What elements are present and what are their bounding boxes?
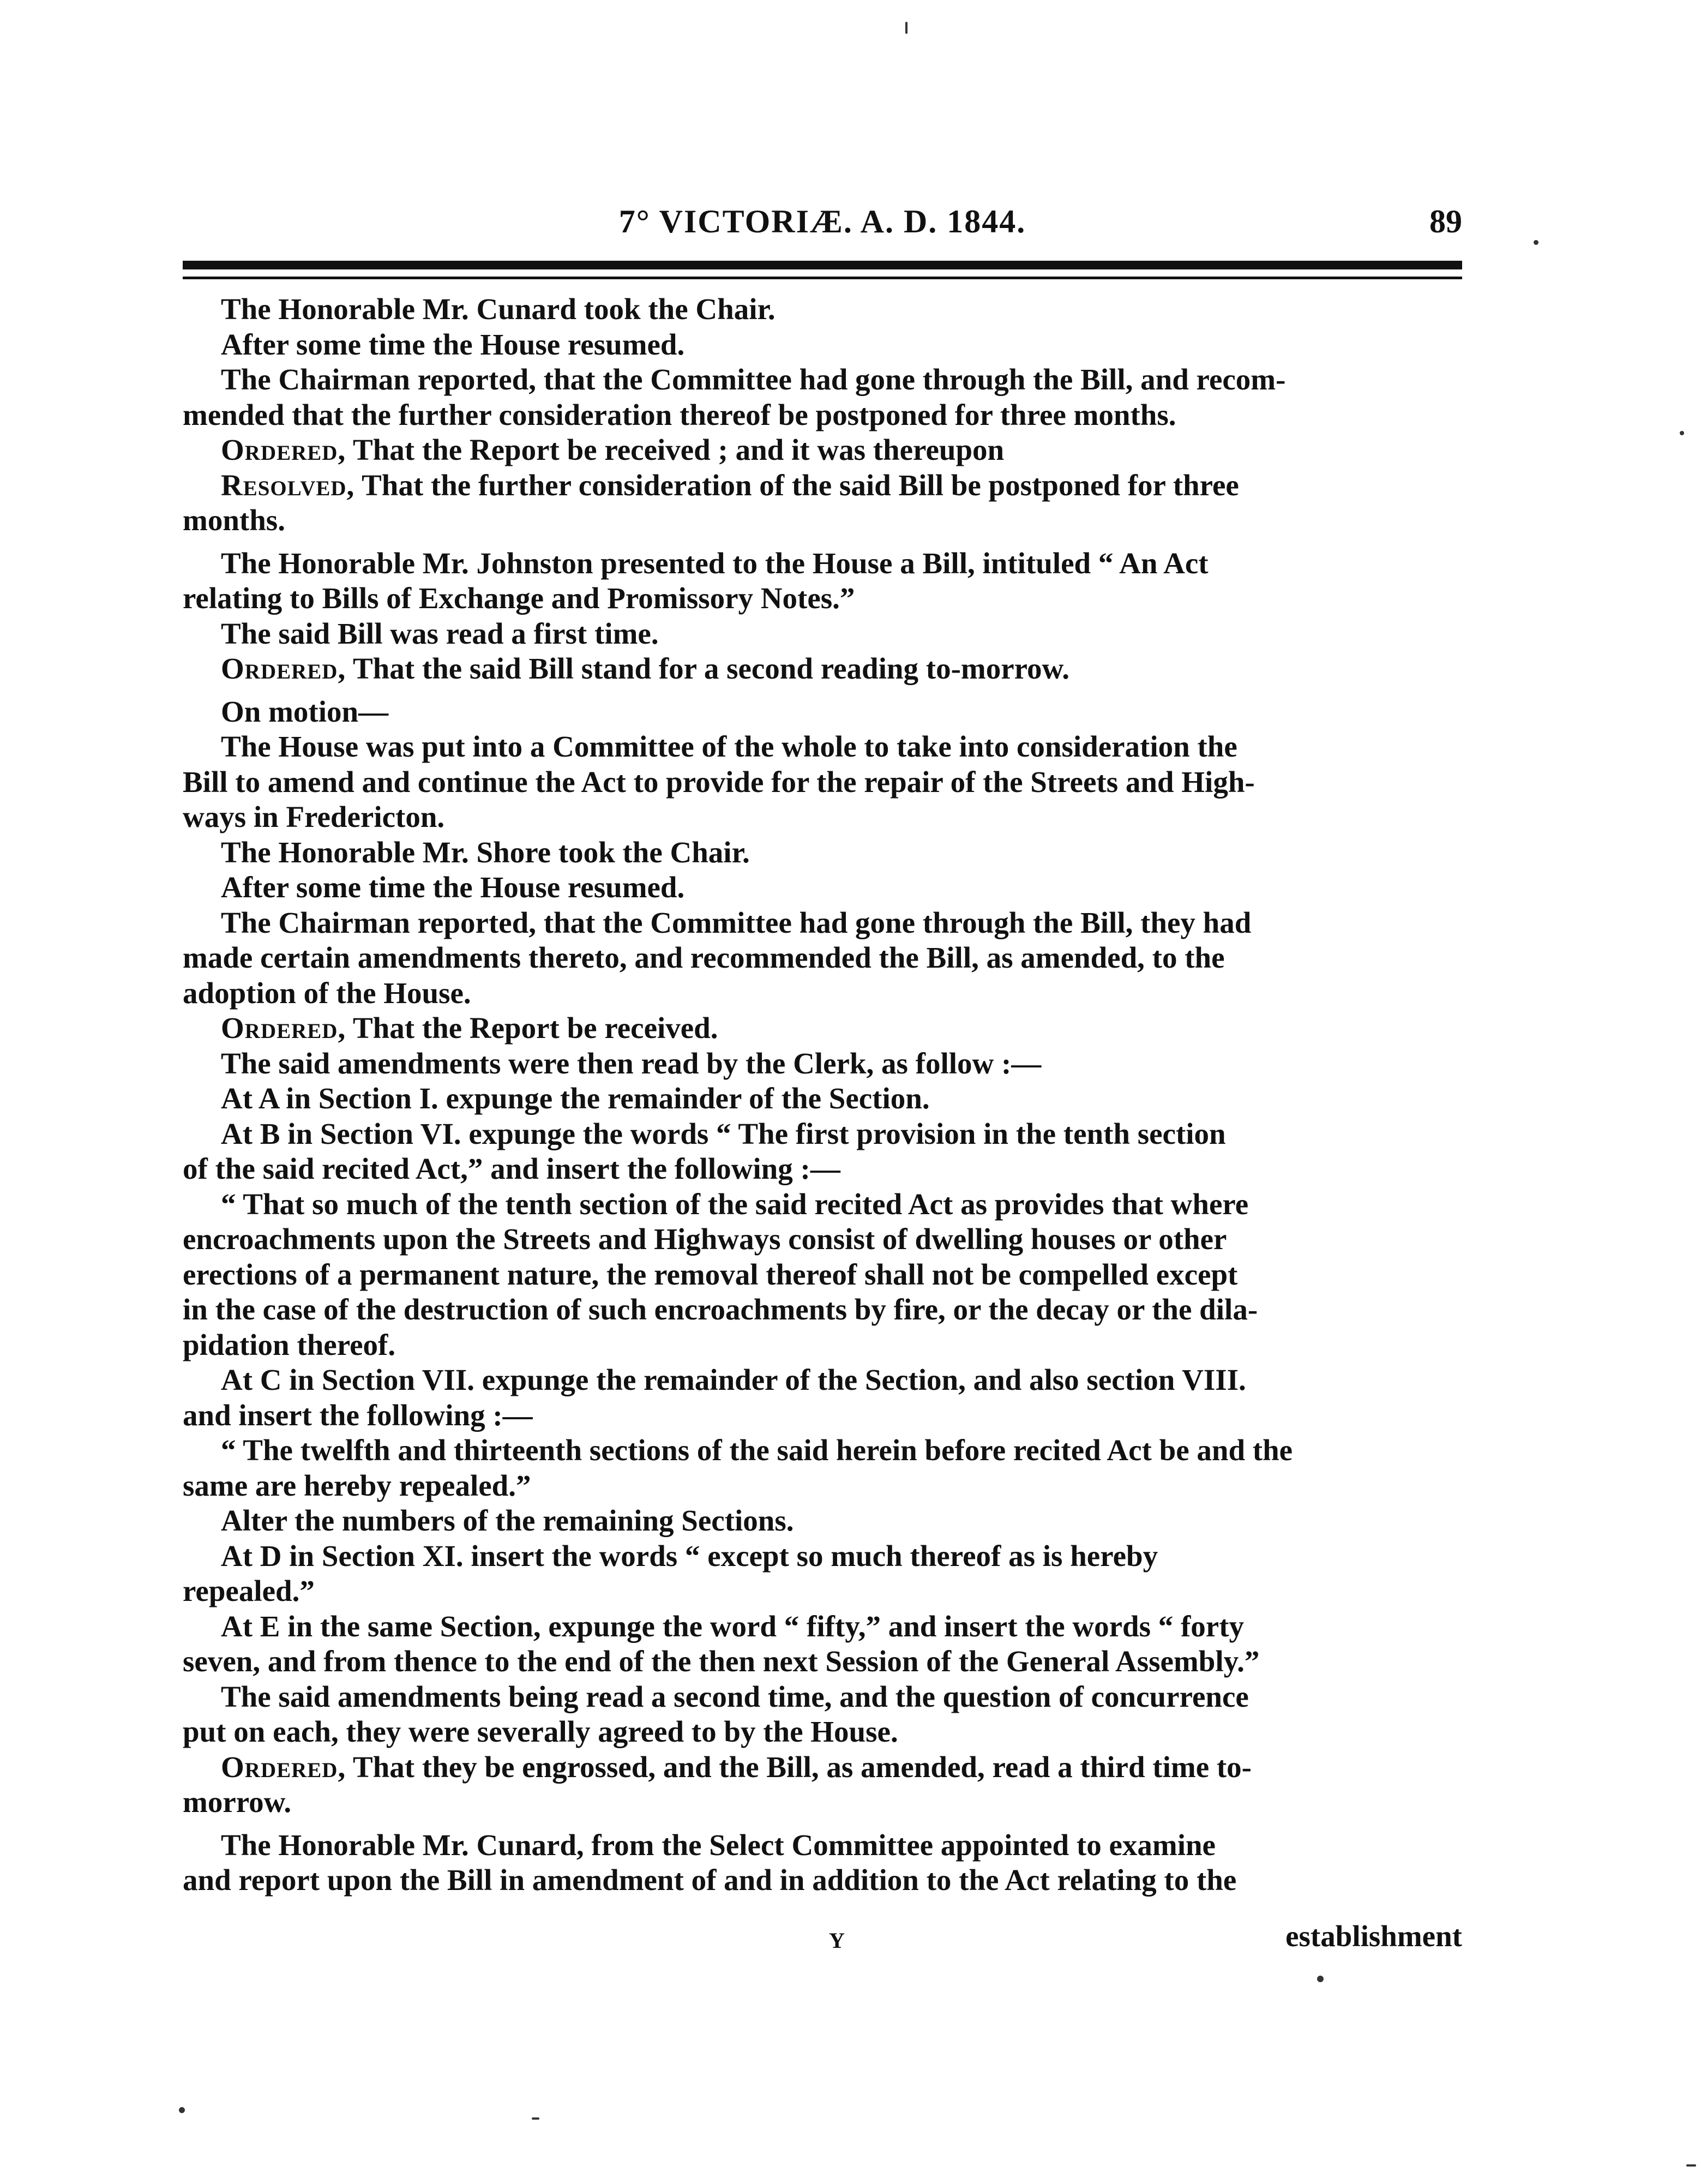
paragraph: The Honorable Mr. Cunard took the Chair. <box>221 292 776 326</box>
paragraph: The said amendments were then read by the Clerk, as follow :— <box>221 1046 1042 1080</box>
paragraph: At A in Section I. expunge the remainder of the Section. <box>221 1082 930 1115</box>
resolved-lead: Resolved, <box>221 468 355 502</box>
body-text <box>183 292 1462 1898</box>
paragraph: At D in Section XI. insert the words “ except so much thereof as is hereby repealed.” <box>183 1539 1158 1607</box>
paragraph: After some time the House resumed. <box>221 871 685 904</box>
print-speck <box>1686 2164 1696 2167</box>
ordered-lead: Ordered, <box>221 1011 346 1045</box>
page-number: 89 <box>1429 203 1462 239</box>
print-speck <box>1680 431 1684 435</box>
print-speck <box>1534 240 1538 245</box>
paragraph: The Chairman reported, that the Committee had gone through the Bill, and recom- mended that the further consideration thereof be postponed for three months. <box>183 363 1286 431</box>
print-speck <box>905 22 907 34</box>
print-speck <box>1317 1976 1324 1982</box>
paragraph: “ That so much of the tenth section of the said recited Act as provides that where encroachments upon the Streets and Highways consist of dwelling houses or other erections of a permanent nature, the removal thereof shall not be compelled except in the case of the destruction of such encroachments by fire, or the decay or the dila- pidation thereof. <box>183 1187 1258 1361</box>
paragraph: The Honorable Mr. Shore took the Chair. <box>221 835 750 869</box>
page-footer <box>183 1919 1462 1957</box>
paragraph: On motion— <box>221 694 389 728</box>
catchword: establishment <box>1285 1919 1462 1953</box>
paragraph: Ordered, That the Report be received ; and it was thereupon <box>221 433 1005 466</box>
paragraph: “ The twelfth and thirteenth sections of the said herein before recited Act be and the same are hereby repealed.” <box>183 1433 1293 1502</box>
header-rule-thick <box>183 261 1462 269</box>
paragraph: The Honorable Mr. Cunard, from the Select Committee appointed to examine and report upon the Bill in amendment of and in addition to the Act relating to the <box>183 1828 1237 1897</box>
paragraph: The said amendments being read a second time, and the question of concurrence put on each, they were severally agreed to by the House. <box>183 1679 1249 1748</box>
paragraph: At C in Section VII. expunge the remainder of the Section, and also section VIII. and insert the following :— <box>183 1363 1246 1432</box>
signature-mark: Y <box>829 1928 845 1953</box>
header-rule-thin <box>183 277 1462 279</box>
paragraph: Alter the numbers of the remaining Sections. <box>221 1504 794 1537</box>
paragraph: Ordered, That the said Bill stand for a second reading to-morrow. <box>221 652 1069 685</box>
paragraph: At B in Section VI. expunge the words “ The first provision in the tenth section of the said recited Act,” and insert the following :— <box>183 1117 1226 1185</box>
paragraph: Resolved, That the further consideration of the said Bill be postponed for three months. <box>183 468 1239 537</box>
ordered-lead: Ordered, <box>221 652 346 685</box>
paragraph: The said Bill was read a first time. <box>221 616 659 650</box>
paragraph: After some time the House resumed. <box>221 327 685 361</box>
paragraph: Ordered, That they be engrossed, and the Bill, as amended, read a third time to- morrow. <box>183 1750 1252 1819</box>
paragraph: The House was put into a Committee of the whole to take into consideration the Bill to amend and continue the Act to provide for the repair of the Streets and High- ways in Fredericton. <box>183 730 1255 833</box>
header-title: 7° VICTORIÆ. A. D. 1844. <box>618 203 1026 239</box>
ordered-lead: Ordered, <box>221 1750 346 1784</box>
paragraph: The Honorable Mr. Johnston presented to the House a Bill, intituled “ An Act relating to Bills of Exchange and Promissory Notes.” <box>183 546 1209 615</box>
paragraph: Ordered, That the Report be received. <box>221 1011 718 1045</box>
ordered-lead: Ordered, <box>221 433 346 466</box>
print-speck <box>532 2117 539 2120</box>
running-header <box>183 203 1462 247</box>
print-speck <box>179 2107 185 2113</box>
paragraph: The Chairman reported, that the Committee had gone through the Bill, they had made certain amendments thereto, and recommended the Bill, as amended, to the adoption of the House. <box>183 905 1252 1010</box>
paragraph: At E in the same Section, expunge the word “ fifty,” and insert the words “ forty seven, and from thence to the end of the then next Session of the General Assembly.” <box>183 1609 1260 1678</box>
